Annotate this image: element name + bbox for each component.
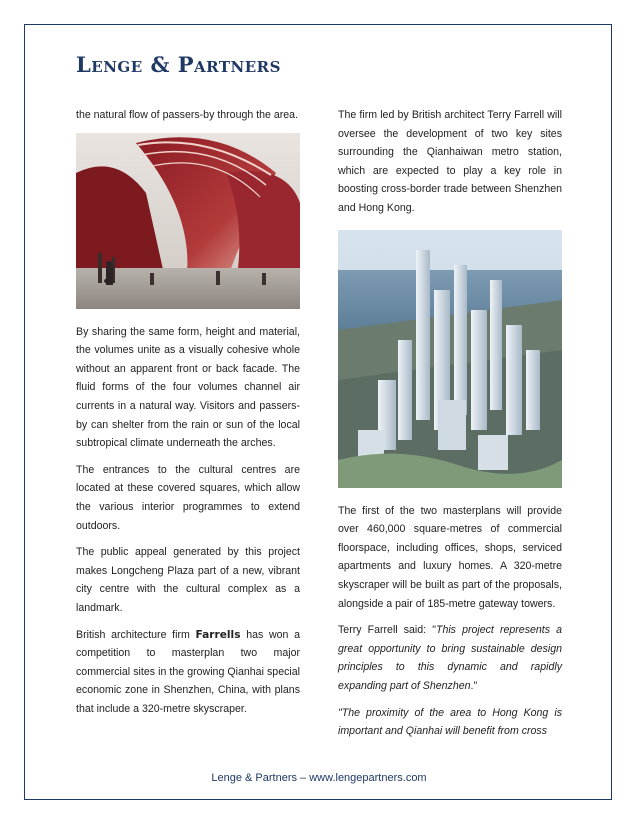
paragraph: the natural flow of passers-by through the area. bbox=[76, 109, 299, 121]
page-footer: Lenge & Partners – www.lengepartners.com bbox=[211, 772, 427, 784]
skyline-photo bbox=[338, 230, 562, 488]
quote: "The proximity of the area to Hong Kong is important and Qianhai will benefit from cross bbox=[338, 706, 562, 738]
paragraph bbox=[76, 626, 300, 719]
text-run: ." bbox=[470, 679, 478, 692]
paragraph bbox=[338, 621, 562, 695]
paragraph: The firm led by British architect Terry Farrell will oversee the development of two key sites surrounding the Qianhaiwan metro station, which are expected to play a key role in boosting cross-border trade between Shenzhen and Hong Kong. bbox=[338, 109, 562, 214]
text-run: British architecture firm bbox=[76, 628, 196, 641]
text-run: has won a competition to masterplan two major commercial sites in the growing Qianhai special economic zone in Shenzhen, China, with plans that include a 320-metre skyscraper. bbox=[76, 628, 300, 715]
arch-photo bbox=[76, 133, 300, 309]
left-column bbox=[76, 106, 300, 726]
quote: This project represents a great opportunity to bring sustainable design principles to this dynamic and rapidly expanding part of Shenzhen bbox=[338, 624, 562, 692]
paragraph: The entrances to the cultural centres are located at these covered squares, which allow the various interior programmes to extend outdoors. bbox=[76, 463, 300, 532]
right-column bbox=[338, 106, 562, 749]
paragraph: The public appeal generated by this project makes Longcheng Plaza part of a new, vibrant city centre with the cultural complex as a landmark. bbox=[76, 546, 300, 614]
paragraph bbox=[338, 704, 562, 741]
paragraph: The first of the two masterplans will provide over 460,000 square-metres of commercial floorspace, including offices, shops, serviced apartments and luxury homes. A 320-metre skyscraper will be built as part of the proposals, alongside a pair of 185-metre gateway towers. bbox=[338, 504, 562, 610]
text-run: Terry Farrell said: " bbox=[338, 624, 436, 637]
firm-name: Farrells bbox=[195, 628, 241, 641]
paragraph: By sharing the same form, height and material, the volumes unite as a visually cohesive whole without an apparent front or back facade. The fluid forms of the four volumes channel air currents in a natural way. Visitors and passers-by can shelter from the rain or sun of the local subtropical climate underneath the arches. bbox=[76, 325, 300, 450]
brand-title: Lenge & Partners bbox=[76, 52, 281, 77]
